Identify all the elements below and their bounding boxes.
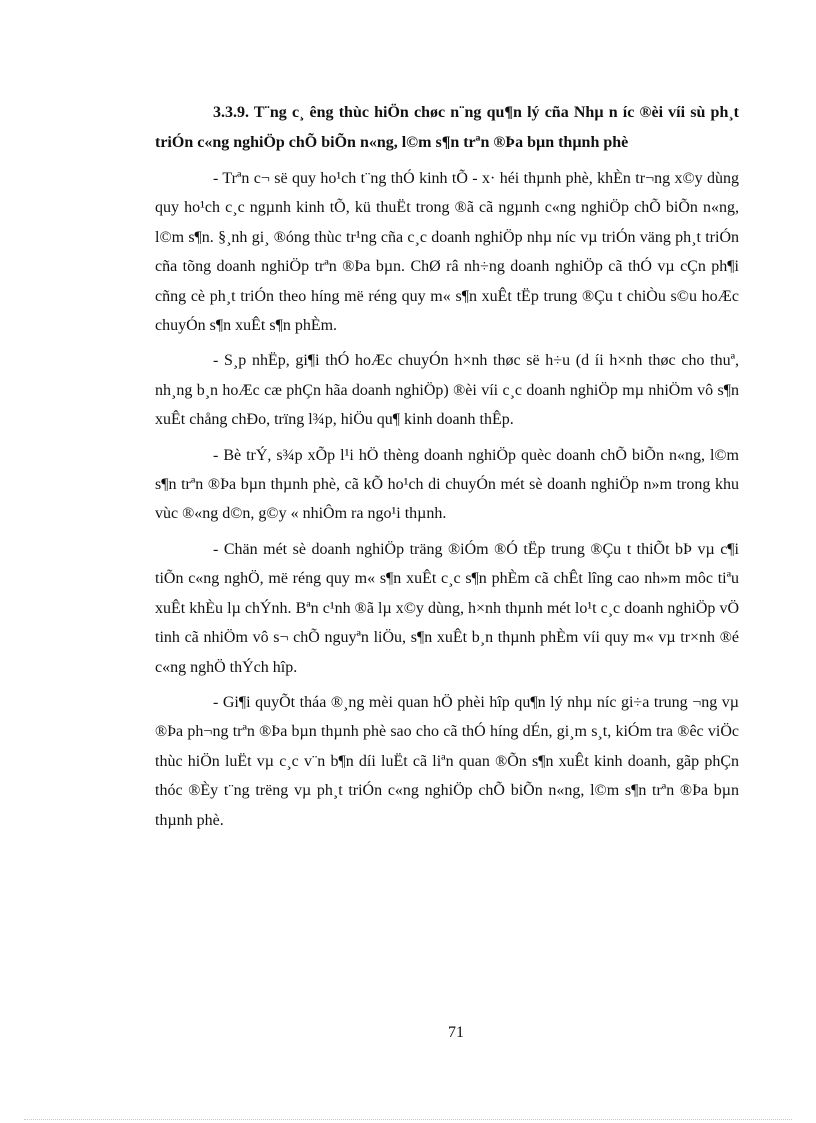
paragraph-coordination: - Gi¶i quyÕt tháa ®¸ng mèi quan hÖ phèi hîp qu¶n lý nhµ níc gi÷a trung ¬ng vµ ®Þa ph¬ng trªn ®Þa bµn thµnh phè sao cho cã thÓ híng dÉn, gi¸m s¸t, kiÓm tra ®êc viÖc thùc hiÖn luËt vµ c¸c v¨n b¶n díi luËt cã liªn quan ®Õn s¶n xuÊt kinh doanh, gãp phÇn thóc ®Èy t¨ng trëng vµ ph¸t triÓn c«ng nghiÖp chÕ biÕn n«ng, l©m s¶n trªn ®Þa bµn thµnh phè. [155,693,739,829]
paragraph-key-enterprises: - Chän mét sè doanh nghiÖp träng ®iÓm ®Ó tËp trung ®Çu t thiÕt bÞ vµ c¶i tiÕn c«ng nghÖ, më réng quy m« s¶n xuÊt c¸c s¶n phÈm cã chÊt lîng cao nh»m môc tiªu xuÊt khÈu lµ chÝnh. Bªn c¹nh ®ã lµ x©y dùng, h×nh thµnh mét lo¹t c¸c doanh nghiÖp vÖ tinh cã nhiÖm vô s¬ chÕ nguyªn liÖu, s¶n xuÊt b¸n thµnh phÈm víi quy m« vµ tr×nh ®é c«ng nghÖ thÝch hîp. [155,540,739,676]
paragraph-merger: - S¸p nhËp, gi¶i thÓ hoÆc chuyÓn h×nh thøc së h÷u (d íi h×nh thøc cho thuª, nh¸ng b¸n hoÆc cæ phÇn hãa doanh nghiÖp) ®èi víi c¸c doanh nghiÖp mµ nhiÖm vô s¶n xuÊt chång chÐo, trïng l¾p, hiÖu qu¶ kinh doanh thÊp. [155,352,739,429]
section-heading: 3.3.9. T¨ng c¸ êng thùc hiÖn chøc n¨ng qu¶n lý cña Nhµ n íc ®èi víi sù ph¸t triÓn c«ng nghiÖp chÕ biÕn n«ng, l©m s¶n trªn ®Þa bµn thµnh phè [155,104,739,151]
footer-divider [24,1119,792,1120]
paragraph-arrangement: - Bè trÝ, s¾p xÕp l¹i hÖ thèng doanh nghiÖp quèc doanh chÕ biÕn n«ng, l©m s¶n trªn ®Þa bµn thµnh phè, cã kÕ ho¹ch di chuyÓn mét sè doanh nghiÖp n»m trong khu vùc ®«ng d©n, g©y « nhiÔm ra ngo¹i thµnh. [155,446,739,523]
paragraph-planning: - Trªn c¬ së quy ho¹ch t¨ng thÓ kinh tÕ - x· héi thµnh phè, khÈn tr¬ng x©y dùng quy ho¹ch c¸c ngµnh kinh tÕ, kü thuËt trong ®ã cã ngµnh c«ng nghiÖp chÕ biÕn n«ng, l©m s¶n. §¸nh gi¸ ®óng thùc tr¹ng cña c¸c doanh nghiÖp nhµ níc vµ triÓn väng ph¸t triÓn cña tõng doanh nghiÖp trªn ®Þa bµn. ChØ râ nh÷ng doanh nghiÖp cã thÓ vµ cÇn ph¶i cñng cè ph¸t triÓn theo híng më réng quy m« s¶n xuÊt tËp trung ®Çu t chiÒu s©u hoÆc chuyÓn s¶n xuÊt s¶n phÈm. [155,170,739,335]
page-number: 71 [448,1024,464,1041]
page-content [155,98,739,841]
